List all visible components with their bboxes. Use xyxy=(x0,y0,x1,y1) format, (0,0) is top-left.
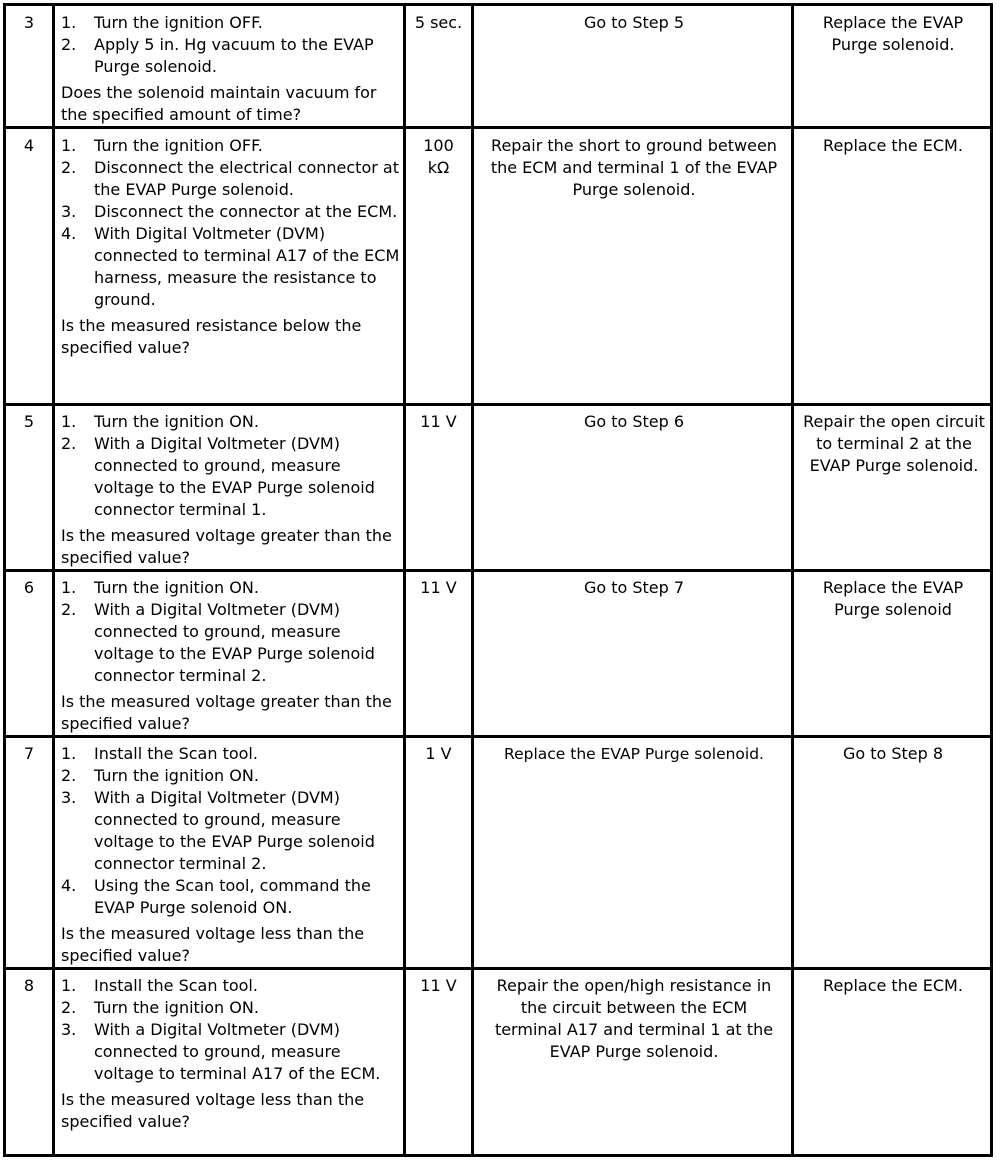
action-cell xyxy=(61,577,401,735)
action-item: 1. Turn the ignition ON. xyxy=(61,578,259,597)
action-item: 3. With a Digital Voltmeter (DVM) connected to ground, measure voltage to terminal A17 of the ECM. xyxy=(61,1020,381,1083)
value-cell: 1 V xyxy=(425,744,452,763)
row-divider xyxy=(6,967,990,970)
column-divider xyxy=(52,6,55,1154)
yes-cell: Replace the EVAP Purge solenoid. xyxy=(504,745,764,763)
no-cell: Replace the ECM. xyxy=(823,976,963,995)
action-item: 2. Turn the ignition ON. xyxy=(61,998,259,1017)
step-number: 6 xyxy=(23,578,35,597)
action-item: 3. With a Digital Voltmeter (DVM) connected to ground, measure voltage to the EVAP Purge solenoid connector terminal 2. xyxy=(61,788,375,873)
row-divider xyxy=(6,403,990,406)
column-divider xyxy=(791,6,794,1154)
row-divider xyxy=(6,126,990,129)
no-cell: Repair the open circuit to terminal 2 at the EVAP Purge solenoid. xyxy=(803,412,985,475)
action-item: 2. With a Digital Voltmeter (DVM) connected to ground, measure voltage to the EVAP Purge solenoid connector terminal 1. xyxy=(61,434,375,519)
action-cell xyxy=(61,743,401,967)
value-cell: 100 kΩ xyxy=(423,136,454,177)
step-number: 5 xyxy=(23,412,35,431)
step-number: 4 xyxy=(23,136,35,155)
no-cell: Replace the ECM. xyxy=(823,136,963,155)
action-item: 1. Turn the ignition OFF. xyxy=(61,136,263,155)
step-number: 7 xyxy=(23,744,35,763)
action-item: 2. Turn the ignition ON. xyxy=(61,766,259,785)
action-item: 4. With Digital Voltmeter (DVM) connected to terminal A17 of the ECM harness, measure the resistance to ground. xyxy=(61,224,400,309)
action-item: 2. With a Digital Voltmeter (DVM) connected to ground, measure voltage to the EVAP Purge solenoid connector terminal 2. xyxy=(61,600,375,685)
yes-cell: Go to Step 6 xyxy=(583,412,685,431)
no-cell: Replace the EVAP Purge solenoid xyxy=(822,578,964,619)
yes-cell: Go to Step 5 xyxy=(583,13,685,32)
action-cell xyxy=(61,135,401,359)
action-item: 3. Disconnect the connector at the ECM. xyxy=(61,202,398,221)
action-item: 4. Using the Scan tool, command the EVAP Purge solenoid ON. xyxy=(61,876,371,917)
row-divider xyxy=(6,569,990,572)
action-item: 2. Apply 5 in. Hg vacuum to the EVAP Purge solenoid. xyxy=(61,35,374,76)
diagnostic-table xyxy=(3,3,993,1157)
value-cell: 11 V xyxy=(420,976,457,995)
value-cell: 5 sec. xyxy=(414,13,463,32)
action-item: 2. Disconnect the electrical connector at the EVAP Purge solenoid. xyxy=(61,158,399,199)
no-cell: Replace the EVAP Purge solenoid. xyxy=(822,13,964,54)
yes-cell: Repair the short to ground between the ECM and terminal 1 of the EVAP Purge solenoid. xyxy=(490,136,778,199)
action-item: 1. Install the Scan tool. xyxy=(61,976,258,995)
question: Is the measured voltage greater than the specified value? xyxy=(61,692,392,733)
value-cell: 11 V xyxy=(420,578,457,597)
action-cell xyxy=(61,411,401,569)
question: Is the measured voltage less than the specified value? xyxy=(61,1090,365,1131)
row-divider xyxy=(6,735,990,738)
question: Is the measured voltage greater than the specified value? xyxy=(61,526,392,567)
question: Does the solenoid maintain vacuum for the specified amount of time? xyxy=(61,83,377,124)
action-item: 1. Turn the ignition OFF. xyxy=(61,13,263,32)
action-cell xyxy=(61,975,401,1133)
yes-cell: Go to Step 7 xyxy=(583,578,685,597)
yes-cell: Repair the open/high resistance in the circuit between the ECM terminal A17 and terminal 1 at the EVAP Purge solenoid. xyxy=(494,976,774,1061)
step-number: 8 xyxy=(23,976,35,995)
action-cell xyxy=(61,12,401,126)
step-number: 3 xyxy=(23,13,35,32)
action-item: 1. Turn the ignition ON. xyxy=(61,412,259,431)
value-cell: 11 V xyxy=(420,412,457,431)
column-divider xyxy=(471,6,474,1154)
question: Is the measured resistance below the specified value? xyxy=(61,316,362,357)
question: Is the measured voltage less than the specified value? xyxy=(61,924,365,965)
no-cell: Go to Step 8 xyxy=(842,744,944,763)
action-item: 1. Install the Scan tool. xyxy=(61,744,258,763)
